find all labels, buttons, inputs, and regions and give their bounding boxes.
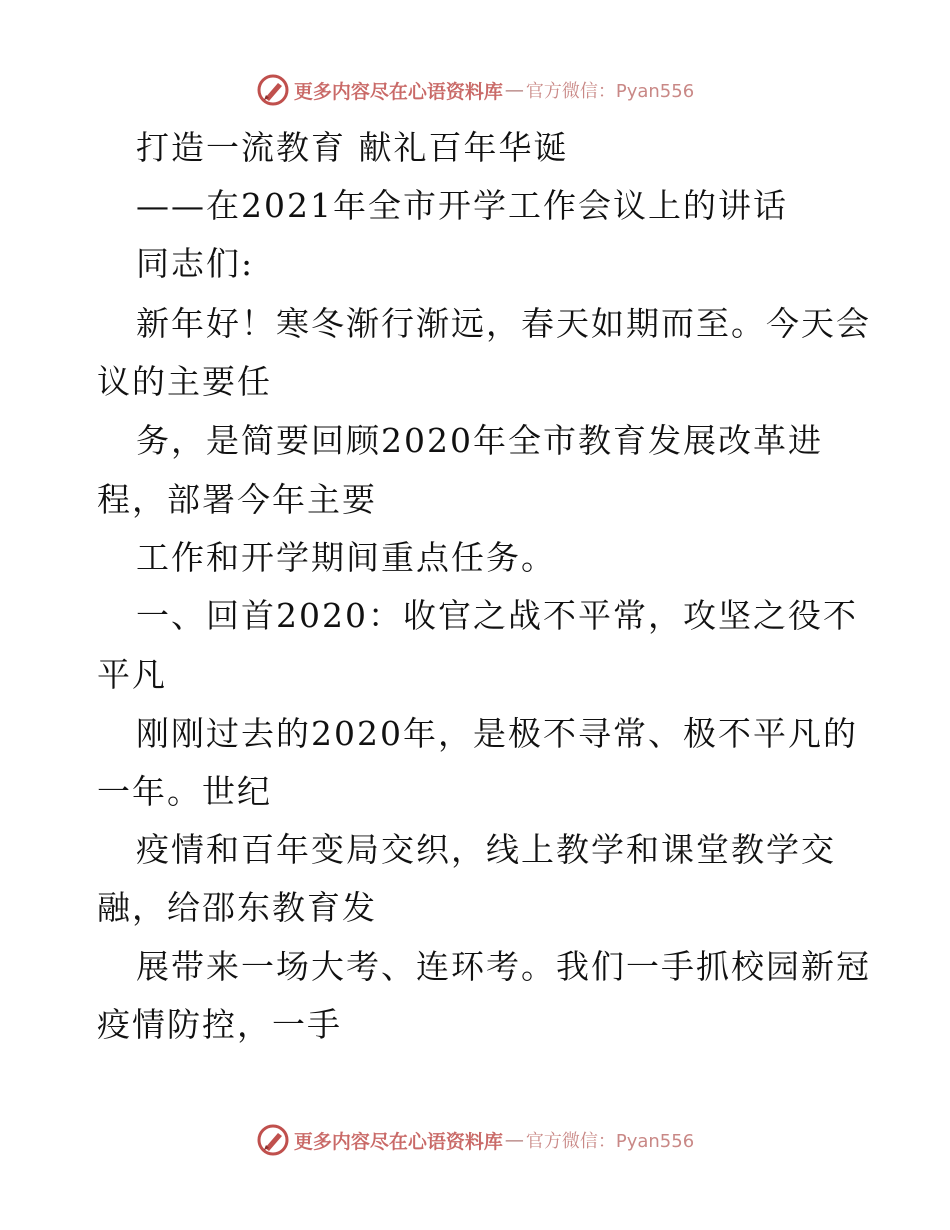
pen-logo-icon — [256, 73, 290, 107]
section-heading-cont: 平凡 — [97, 655, 167, 694]
paragraph-line: 一年。世纪 — [97, 772, 272, 811]
paragraph-line: 新年好！寒冬渐行渐远，春天如期而至。今天会 — [136, 304, 871, 343]
pen-logo-icon — [256, 1123, 290, 1157]
watermark-text: 更多内容尽在心语资料库 — [293, 1130, 503, 1153]
footer-watermark — [0, 1120, 950, 1160]
paragraph-line: 务，是简要回顾2020年全市教育发展改革进 — [136, 421, 823, 460]
watermark-dash: — — [504, 79, 524, 101]
document-title: 打造一流教育 献礼百年华诞 — [136, 128, 569, 167]
document-subtitle: ——在2021年全市开学工作会议上的讲话 — [136, 186, 788, 225]
paragraph-line: 工作和开学期间重点任务。 — [136, 538, 556, 577]
paragraph-line: 融，给邵东教育发 — [97, 888, 377, 927]
paragraph-line: 议的主要任 — [97, 362, 272, 401]
paragraph-line: 刚刚过去的2020年，是极不寻常、极不平凡的 — [136, 714, 858, 753]
paragraph-line: 疫情和百年变局交织，线上教学和课堂教学交 — [136, 830, 836, 869]
paragraph-line: 疫情防控，一手 — [97, 1005, 342, 1044]
watermark-dash: — — [504, 1129, 524, 1151]
watermark-wechat: 官方微信：Pyan556 — [525, 1131, 695, 1152]
watermark-text: 更多内容尽在心语资料库 — [293, 80, 503, 103]
paragraph-line: 展带来一场大考、连环考。我们一手抓校园新冠 — [136, 947, 871, 986]
section-heading: 一、回首2020：收官之战不平常，攻坚之役不 — [136, 596, 858, 635]
watermark-wechat: 官方微信：Pyan556 — [525, 81, 695, 102]
paragraph-line: 程，部署今年主要 — [97, 480, 377, 519]
header-watermark — [0, 70, 950, 110]
salutation: 同志们: — [136, 244, 255, 283]
